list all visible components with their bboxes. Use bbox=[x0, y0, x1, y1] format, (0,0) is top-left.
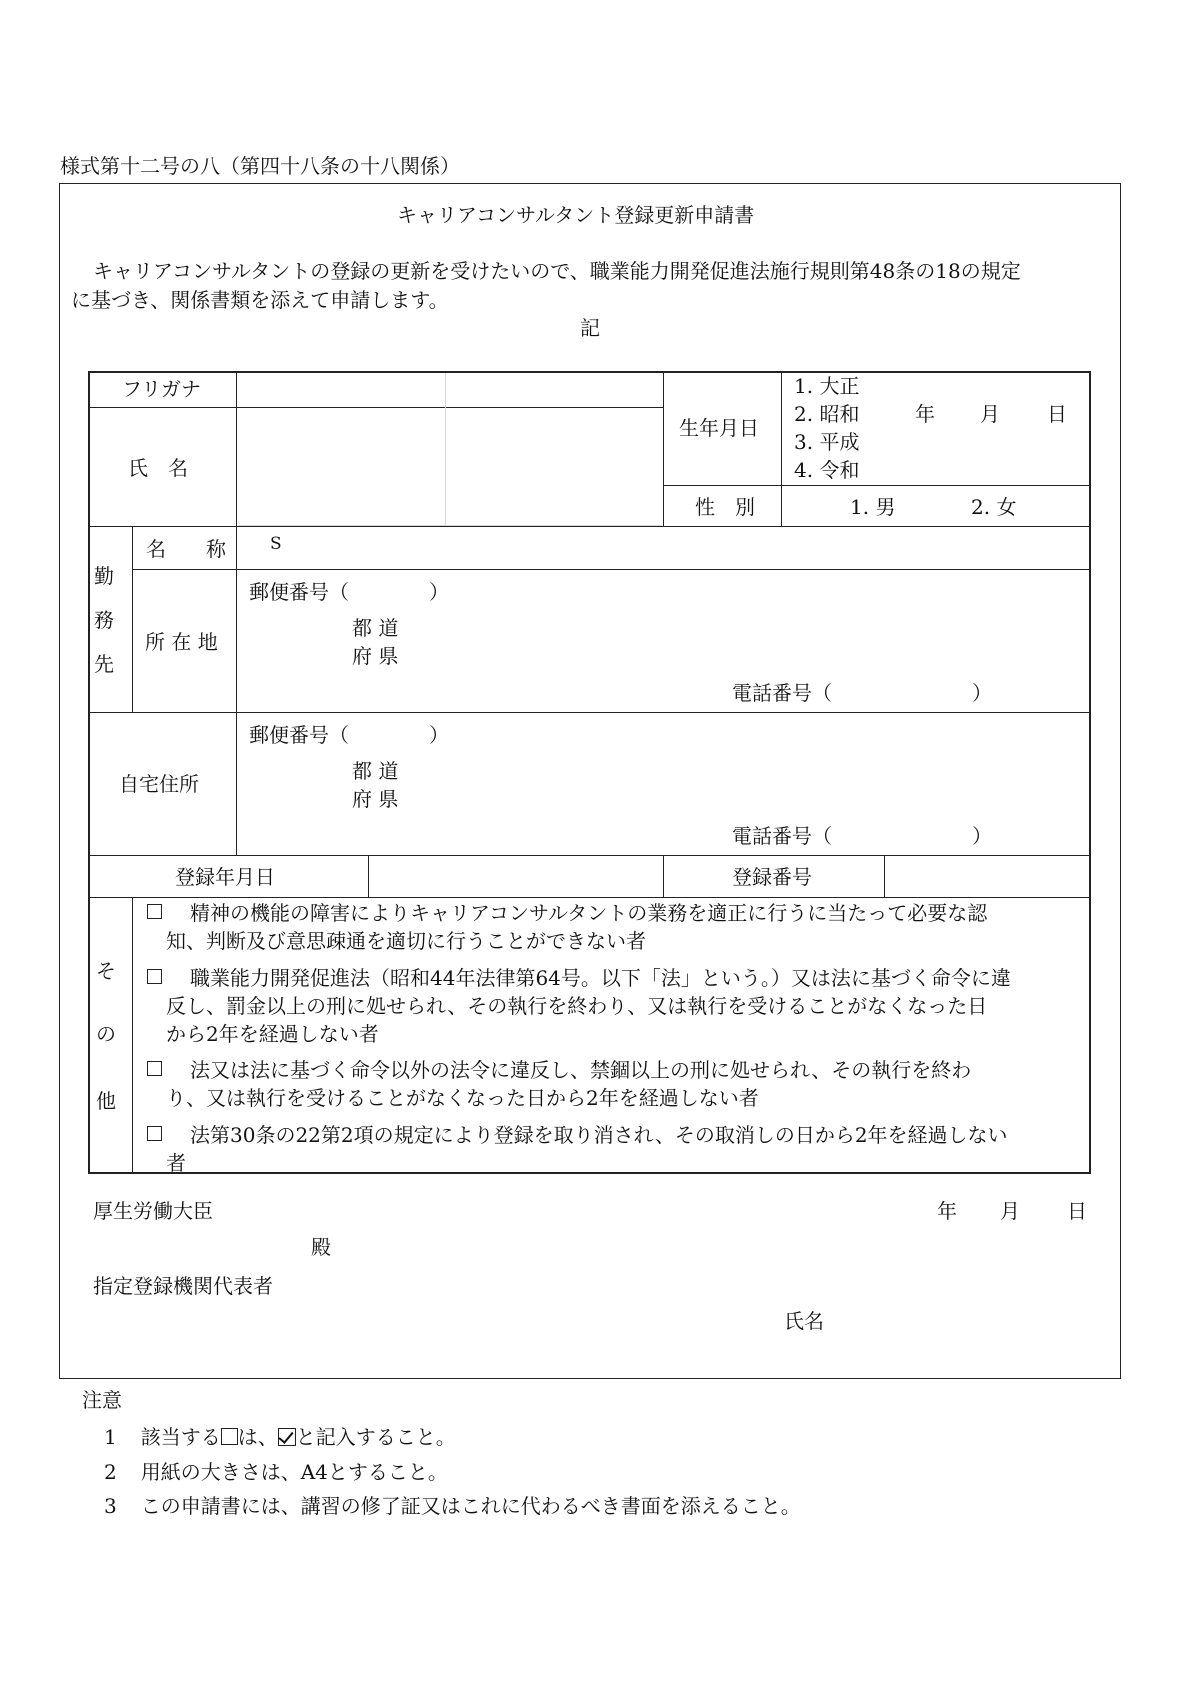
home-phone[interactable]: 電話番号（ ） bbox=[732, 824, 992, 848]
disqualification-2-line-3: から2年を経過しない者 bbox=[166, 1022, 379, 1046]
agency-representative-label: 指定登録機関代表者 bbox=[93, 1274, 273, 1298]
notes-title: 注意 bbox=[82, 1388, 122, 1412]
home-address-label: 自宅住所 bbox=[119, 772, 199, 796]
note-2 bbox=[104, 1462, 448, 1482]
registration-date-label: 登録年月日 bbox=[175, 865, 275, 889]
registration-number-label: 登録番号 bbox=[732, 865, 812, 889]
disqualification-4-line-2: 者 bbox=[166, 1151, 186, 1175]
name-field[interactable] bbox=[237, 409, 662, 524]
workplace-label-3: 先 bbox=[94, 652, 114, 676]
minister-label: 厚生労働大臣 bbox=[93, 1199, 213, 1223]
note-3 bbox=[104, 1496, 801, 1516]
dono-label: 殿 bbox=[311, 1235, 331, 1259]
disqualification-3-line-2: り、又は執行を受けることがなくなった日から2年を経過しない者 bbox=[166, 1086, 759, 1110]
home-postal-code[interactable]: 郵便番号（ ） bbox=[249, 723, 449, 747]
note-1-text-b: は、 bbox=[237, 1425, 278, 1449]
disqualification-2-line-2: 反し、罰金以上の刑に処せられ、その執行を終わり、又は執行を受けることがなくなった日 bbox=[166, 994, 988, 1018]
note-1-number: 1 bbox=[104, 1425, 117, 1449]
name-label: 氏 名 bbox=[128, 456, 188, 480]
note-2-number: 2 bbox=[104, 1460, 117, 1484]
birth-year-unit: 年 bbox=[915, 402, 935, 426]
era-showa[interactable]: 2. 昭和 bbox=[794, 402, 860, 426]
gender-female-option[interactable]: 2. 女 bbox=[971, 495, 1017, 519]
furigana-field[interactable] bbox=[237, 373, 662, 406]
checked-box-icon bbox=[278, 1428, 296, 1446]
signature-label: 氏名 bbox=[784, 1309, 824, 1333]
workplace-postal-code[interactable]: 郵便番号（ ） bbox=[249, 580, 449, 604]
disqualification-4-line-1: 法第30条の22第2項の規定により登録を取り消され、その取消しの日から2年を経過しない bbox=[190, 1123, 1008, 1147]
workplace-label-1: 勤 bbox=[94, 564, 114, 588]
disqualification-1-line-1: 精神の機能の障害によりキャリアコンサルタントの業務を適正に行うに当たって必要な認 bbox=[190, 901, 988, 925]
other-label-2: の bbox=[96, 1022, 116, 1046]
form-title: キャリアコンサルタント登録更新申請書 bbox=[397, 203, 755, 227]
other-label-1: そ bbox=[96, 959, 116, 983]
note-3-number: 3 bbox=[104, 1494, 117, 1518]
intro-line-1: キャリアコンサルタントの登録の更新を受けたいので、職業能力開発促進法施行規則第48条の18の規定 bbox=[93, 259, 1021, 283]
disqualification-checkbox-1[interactable] bbox=[147, 904, 162, 919]
furigana-label: フリガナ bbox=[122, 377, 201, 401]
intro-line-2: に基づき、関係書類を添えて申請します。 bbox=[71, 288, 449, 312]
workplace-label-2: 務 bbox=[94, 608, 114, 632]
era-heisei[interactable]: 3. 平成 bbox=[794, 430, 860, 454]
application-year-unit: 年 bbox=[937, 1199, 957, 1223]
gender-male-option[interactable]: 1. 男 bbox=[850, 495, 896, 519]
note-3-text: この申請書には、講習の修了証又はこれに代わるべき書面を添えること。 bbox=[140, 1494, 801, 1518]
gender-label: 性 別 bbox=[695, 495, 755, 519]
registration-number-field[interactable] bbox=[886, 857, 1090, 896]
other-label-3: 他 bbox=[96, 1089, 116, 1113]
application-day-unit: 日 bbox=[1067, 1199, 1087, 1223]
note-1-text-c: と記入すること。 bbox=[295, 1425, 456, 1449]
era-taisho[interactable]: 1. 大正 bbox=[794, 374, 860, 398]
birth-month-unit: 月 bbox=[980, 402, 1000, 426]
empty-checkbox-icon bbox=[221, 1428, 238, 1445]
note-1-text-a: 該当する bbox=[140, 1425, 221, 1449]
workplace-prefecture-2: 府 県 bbox=[352, 644, 399, 668]
disqualification-checkbox-4[interactable] bbox=[147, 1126, 162, 1141]
home-prefecture-1: 都 道 bbox=[352, 759, 399, 783]
ki-label: 記 bbox=[580, 316, 600, 340]
workplace-name-value[interactable]: S bbox=[270, 534, 282, 554]
disqualification-2-line-1: 職業能力開発促進法（昭和44年法律第64号。以下「法」という。）又は法に基づく命令に違 bbox=[190, 966, 1011, 990]
home-prefecture-2: 府 県 bbox=[352, 787, 399, 811]
workplace-name-label: 名 称 bbox=[146, 537, 226, 561]
registration-date-field[interactable] bbox=[370, 857, 662, 896]
workplace-phone[interactable]: 電話番号（ ） bbox=[732, 681, 992, 705]
disqualification-checkbox-3[interactable] bbox=[147, 1061, 162, 1076]
note-2-text: 用紙の大きさは、A4とすること。 bbox=[140, 1460, 448, 1484]
application-month-unit: 月 bbox=[1000, 1199, 1020, 1223]
era-reiwa[interactable]: 4. 令和 bbox=[794, 458, 860, 482]
birth-day-unit: 日 bbox=[1047, 402, 1067, 426]
disqualification-1-line-2: 知、判断及び意思疎通を適切に行うことができない者 bbox=[166, 929, 646, 953]
workplace-prefecture-1: 都 道 bbox=[352, 616, 399, 640]
birthdate-label: 生年月日 bbox=[679, 416, 759, 440]
disqualification-3-line-1: 法又は法に基づく命令以外の法令に違反し、禁錮以上の刑に処せられ、その執行を終わ bbox=[190, 1058, 972, 1082]
workplace-address-label: 所 在 地 bbox=[145, 630, 218, 654]
disqualification-checkbox-2[interactable] bbox=[147, 969, 162, 984]
form-number: 様式第十二号の八（第四十八条の十八関係） bbox=[60, 154, 460, 178]
note-1 bbox=[104, 1427, 456, 1447]
